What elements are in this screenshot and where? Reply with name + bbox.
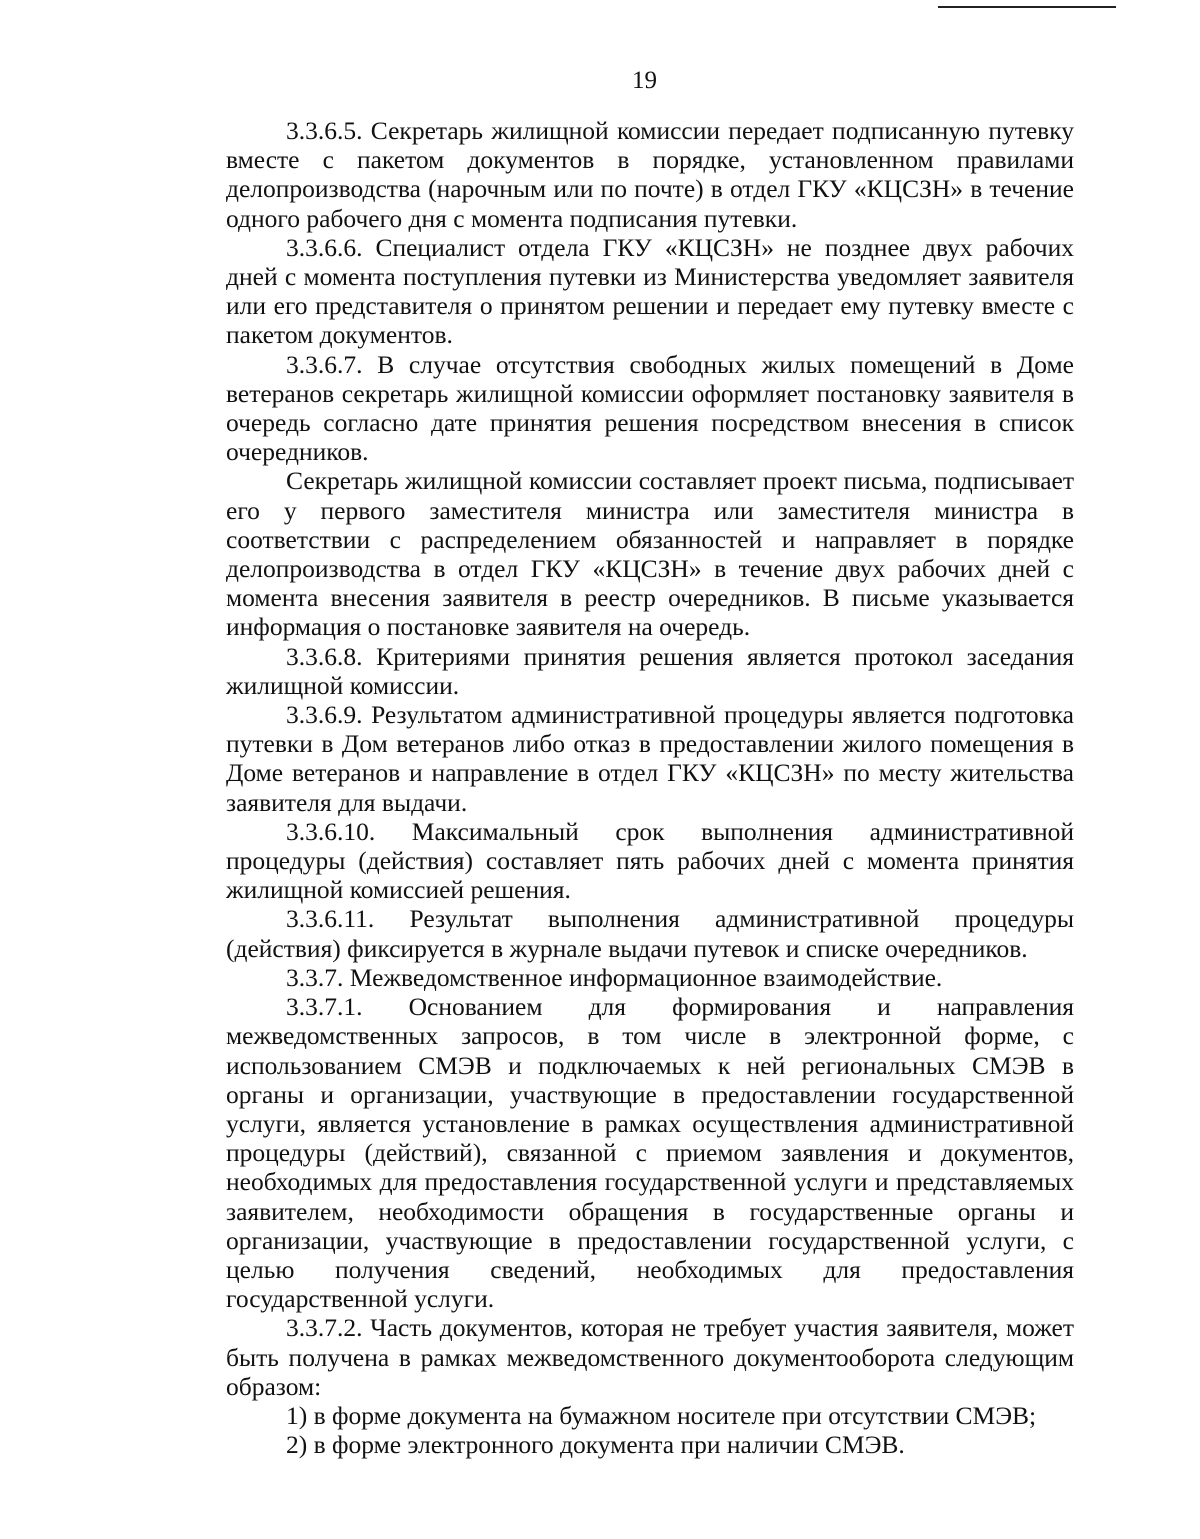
list-item-2: 2) в форме электронного документа при наличии СМЭВ. — [286, 1430, 905, 1460]
top-rule — [938, 6, 1116, 8]
page-number: 19 — [632, 67, 657, 94]
paragraph-3-3-6-10: 3.3.6.10. Максимальный срок выполнения административной процедуры (действия) составляет пять рабочих дней с момента принятия жилищной комиссией решения. — [226, 816, 1074, 905]
paragraph-3-3-6-9: 3.3.6.9. Результатом административной процедуры является подготовка путевки в Дом ветеранов либо отказ в предоставлении жилого помещения в Доме ветеранов и направление в отдел ГКУ «КЦСЗН» по месту жительства заявителя для выдачи. — [226, 700, 1074, 817]
paragraph-secretary-letter: Секретарь жилищной комиссии составляет проект письма, подписывает его у первого заместителя министра или заместителя министра в соответствии с распределением обязанностей и направляет в порядке делопроизводства в отдел ГКУ «КЦСЗН» в течение двух рабочих дней с момента внесения заявителя в реестр очередников. В письме указывается информация о постановке заявителя на очередь. — [226, 466, 1074, 642]
paragraph-3-3-7: 3.3.7. Межведомственное информационное взаимодействие. — [286, 962, 943, 992]
list-item-1: 1) в форме документа на бумажном носителе при отсутствии СМЭВ; — [286, 1400, 1037, 1430]
paragraph-3-3-7-2: 3.3.7.2. Часть документов, которая не требует участия заявителя, может быть получена в рамках межведомственного документооборота следующим образом: — [226, 1313, 1074, 1401]
paragraph-3-3-6-7: 3.3.6.7. В случае отсутствия свободных жилых помещений в Доме ветеранов секретарь жилищной комиссии оформляет постановку заявителя в очередь согласно дате принятия решения посредством внесения в список очередников. — [226, 349, 1074, 467]
paragraph-3-3-6-11: 3.3.6.11. Результат выполнения административной процедуры (действия) фиксируется в журнале выдачи путевок и списке очередников. — [226, 904, 1074, 963]
paragraph-3-3-7-1: 3.3.7.1. Основанием для формирования и направления межведомственных запросов, в том числе в электронной форме, с использованием СМЭВ и подключаемых к ней региональных СМЭВ в органы и организации, участвующие в предоставлении государственной услуги, является установление в рамках осуществления административной процедуры (действий), связанной с приемом заявления и документов, необходимых для предоставления государственной услуги и представляемых заявителем, необходимости обращения в государственные органы и организации, участвующие в предоставлении государственной услуги, с целью получения сведений, необходимых для предоставления государственной услуги. — [226, 992, 1074, 1314]
paragraph-3-3-6-5: 3.3.6.5. Секретарь жилищной комиссии передает подписанную путевку вместе с пакетом документов в порядке, установленном правилами делопроизводства (нарочным или по почте) в отдел ГКУ «КЦСЗН» в течение одного рабочего дня с момента подписания путевки. — [226, 116, 1074, 233]
paragraph-3-3-6-8: 3.3.6.8. Критериями принятия решения является протокол заседания жилищной комиссии. — [226, 641, 1074, 700]
page-body — [226, 116, 1074, 1459]
paragraph-3-3-6-6: 3.3.6.6. Специалист отдела ГКУ «КЦСЗН» не позднее двух рабочих дней с момента поступления путевки из Министерства уведомляет заявителя или его представителя о принятом решении и передает ему путевку вместе с пакетом документов. — [226, 232, 1074, 350]
